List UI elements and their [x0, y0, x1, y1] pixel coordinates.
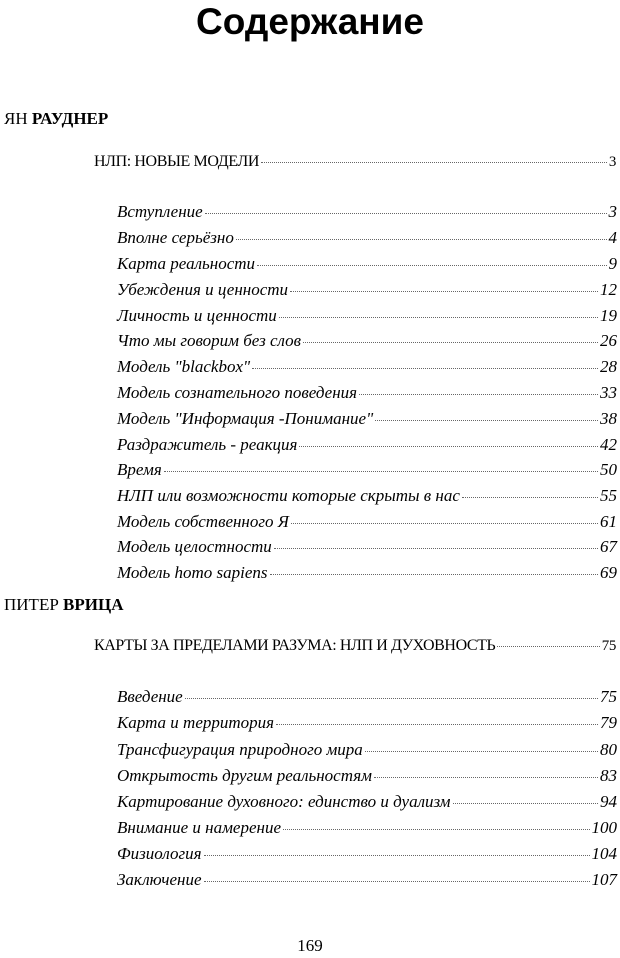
toc-entry[interactable] [117, 409, 617, 429]
toc-page-number: 79 [600, 713, 617, 732]
dot-leader [291, 522, 598, 524]
toc-page-number: 55 [600, 486, 617, 505]
toc-entry-label: Модель собственного Я [117, 512, 289, 531]
toc-entry[interactable] [117, 460, 617, 480]
toc-entry-label: НЛП или возможности которые скрыты в нас [117, 486, 460, 505]
dot-leader [283, 828, 590, 830]
toc-page-number: 28 [600, 357, 617, 376]
page-title: Содержание [196, 1, 424, 42]
toc-entry[interactable] [117, 306, 617, 326]
toc-page-number: 75 [600, 687, 617, 706]
author-first-name: ЯН [4, 109, 28, 128]
toc-entry-label: Что мы говорим без слов [117, 331, 302, 350]
toc-entry[interactable] [117, 713, 617, 733]
toc-entry-label: Вступление [117, 202, 203, 221]
dot-leader [257, 264, 606, 266]
toc-entry-label: Физиология [117, 844, 202, 863]
page-number: 169 [297, 936, 323, 955]
dot-leader [462, 496, 598, 498]
toc-page-number: 3 [608, 154, 616, 170]
toc-entry[interactable] [117, 512, 617, 532]
toc-entry-label: Заключение [117, 870, 202, 889]
dot-leader [236, 238, 607, 240]
toc-entry-label: Картирование духовного: единство и дуализм [117, 792, 451, 811]
dot-leader [205, 212, 607, 214]
toc-page-number: 4 [608, 228, 617, 247]
toc-entry-label: Карта и территория [117, 713, 275, 732]
toc-page-number: 100 [591, 818, 617, 837]
author-heading-raudner [4, 108, 108, 130]
toc-entry[interactable] [117, 486, 617, 506]
author-heading-vritsa [4, 594, 123, 616]
toc-entry[interactable] [117, 740, 617, 760]
toc-page-number: 75 [601, 638, 616, 654]
toc-page-number: 33 [600, 383, 617, 402]
dot-leader [270, 573, 598, 575]
toc-page-number: 83 [600, 766, 617, 785]
toc-page-number: 9 [608, 254, 617, 273]
toc-entry-label: Введение [117, 687, 183, 706]
author-last-name: ВРИЦА [63, 595, 124, 614]
dot-leader [374, 776, 598, 778]
toc-entry-label: Убеждения и ценности [117, 280, 289, 299]
toc-entry[interactable] [117, 254, 617, 274]
toc-entry-label: Трансфигурация природного мира [117, 740, 363, 759]
dot-leader [204, 854, 590, 856]
author-first-name: ПИТЕР [4, 595, 59, 614]
dot-leader [359, 393, 598, 395]
toc-entry-label: Вполне серьёзно [117, 228, 234, 247]
toc-page-number: 107 [591, 870, 617, 889]
toc-entry[interactable] [117, 435, 617, 455]
dot-leader [279, 316, 598, 318]
toc-entry[interactable] [117, 687, 617, 707]
toc-entry[interactable] [117, 563, 617, 583]
toc-section-title: НЛП: НОВЫЕ МОДЕЛИ [94, 153, 259, 170]
dot-leader [185, 697, 598, 699]
dot-leader [497, 645, 599, 647]
dot-leader [164, 470, 598, 472]
toc-page-number: 26 [600, 331, 617, 350]
toc-page-number: 19 [600, 306, 617, 325]
author-last-name: РАУДНЕР [31, 109, 109, 128]
toc-page-number: 104 [591, 844, 617, 863]
dot-leader [453, 802, 598, 804]
toc-page-number: 38 [600, 409, 617, 428]
toc-entry-label: Модель "blackbox" [117, 357, 251, 376]
toc-section-row[interactable] [94, 153, 616, 171]
toc-entry[interactable] [117, 331, 617, 351]
dot-leader [274, 547, 598, 549]
toc-entry[interactable] [117, 202, 617, 222]
dot-leader [204, 880, 590, 882]
dot-leader [261, 161, 607, 163]
toc-entry[interactable] [117, 844, 617, 864]
toc-page-number: 94 [600, 792, 617, 811]
dot-leader [365, 750, 598, 752]
toc-entry-label: Модель "Информация -Понимание" [117, 409, 374, 428]
toc-page-number: 80 [600, 740, 617, 759]
toc-section-row[interactable] [94, 637, 616, 655]
toc-entry-label: Внимание и намерение [117, 818, 281, 837]
dot-leader [276, 723, 598, 725]
toc-entry[interactable] [117, 766, 617, 786]
toc-entry-label: Модель homo sapiens [117, 563, 268, 582]
toc-entry-label: Личность и ценности [117, 306, 277, 325]
dot-leader [252, 367, 598, 369]
toc-section-title: КАРТЫ ЗА ПРЕДЕЛАМИ РАЗУМА: НЛП И ДУХОВНОСТЬ [94, 637, 496, 654]
dot-leader [299, 445, 598, 447]
toc-page-number: 69 [600, 563, 617, 582]
toc-entry-label: Открытость другим реальностям [117, 766, 372, 785]
toc-page-number: 12 [600, 280, 617, 299]
toc-entry[interactable] [117, 792, 617, 812]
dot-leader [375, 419, 598, 421]
toc-entry[interactable] [117, 383, 617, 403]
toc-page-number: 42 [600, 435, 617, 454]
toc-entry-label: Раздражитель - реакция [117, 435, 298, 454]
toc-entry[interactable] [117, 228, 617, 248]
toc-page-number: 61 [600, 512, 617, 531]
toc-entry[interactable] [117, 280, 617, 300]
toc-page-number: 50 [600, 460, 617, 479]
dot-leader [290, 290, 598, 292]
toc-entry[interactable] [117, 357, 617, 377]
toc-page-number: 3 [608, 202, 617, 221]
toc-entry[interactable] [117, 537, 617, 557]
toc-entry-label: Время [117, 460, 162, 479]
toc-entry-label: Модель целостности [117, 537, 272, 556]
toc-entry[interactable] [117, 870, 617, 890]
toc-entry-label: Карта реальности [117, 254, 256, 273]
toc-entry[interactable] [117, 818, 617, 838]
dot-leader [303, 341, 598, 343]
toc-page-number: 67 [600, 537, 617, 556]
toc-entry-label: Модель сознательного поведения [117, 383, 358, 402]
